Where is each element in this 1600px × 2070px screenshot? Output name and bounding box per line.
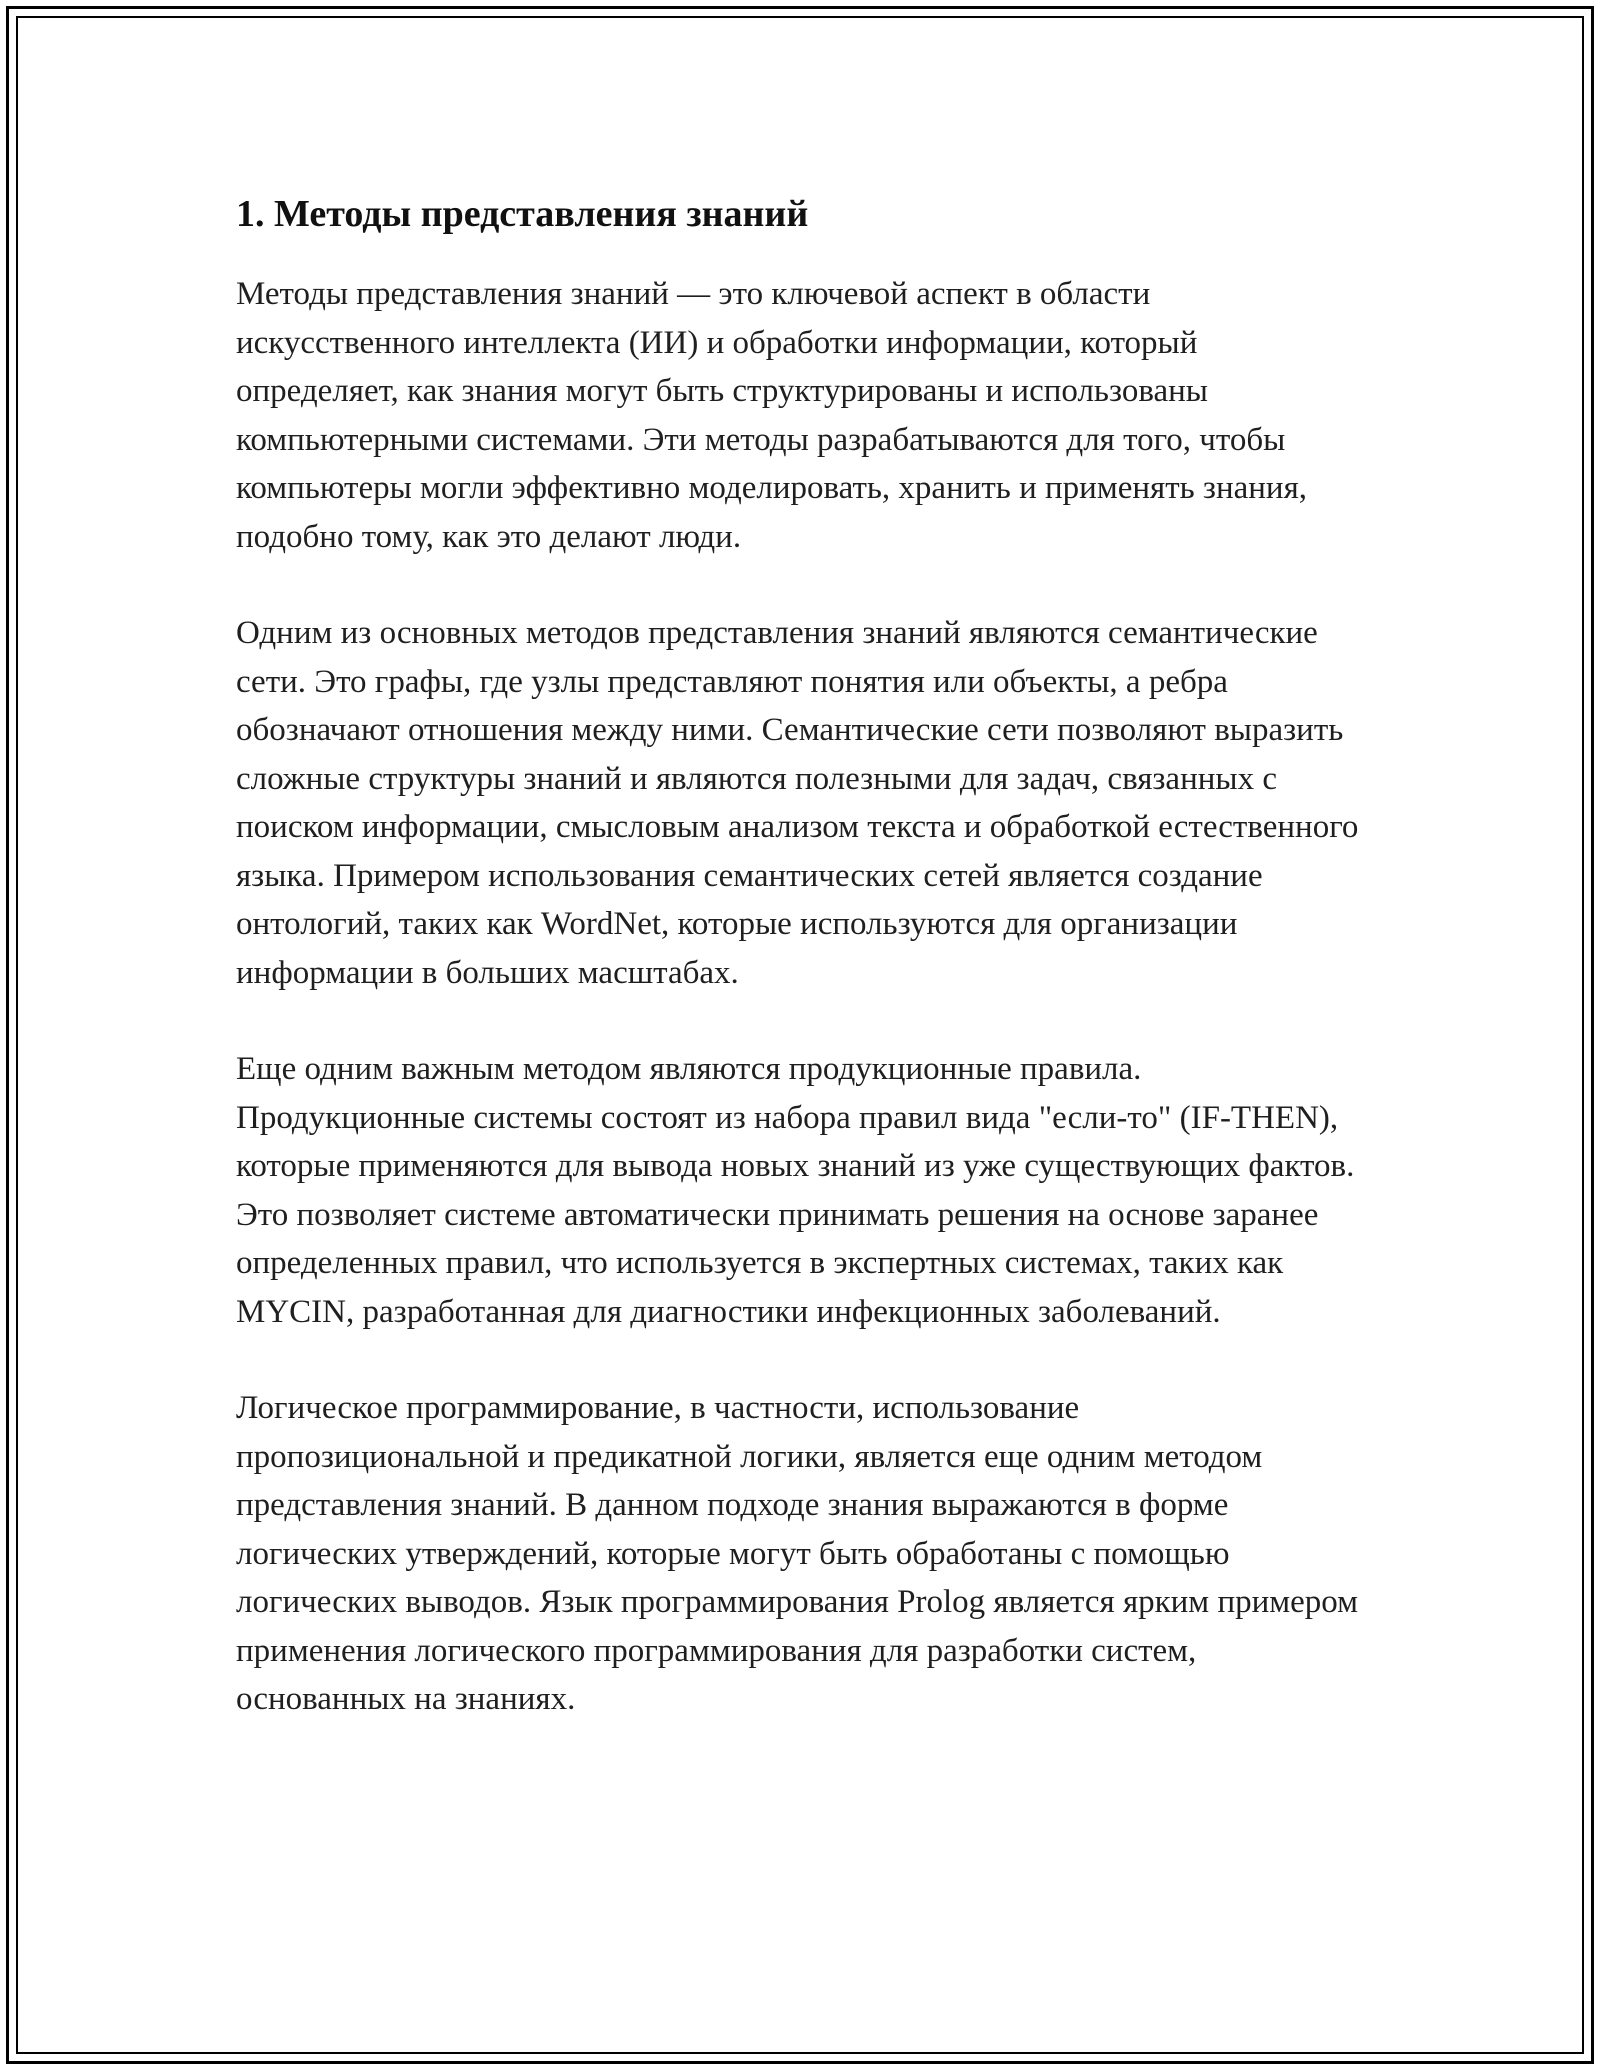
paragraph-intro: Методы представления знаний — это ключевой аспект в области искусственного интеллекта (ИИ) и обработки информации, который определяет, как знания могут быть структурированы и использованы компьютерными системами. Эти методы разрабатываются для того, чтобы компьютеры могли эффективно моделировать, хранить и применять знания, подобно тому, как это делают люди. bbox=[236, 276, 1308, 555]
section-heading: 1. Методы представления знаний bbox=[236, 193, 809, 235]
paragraph-semantic-networks: Одним из основных методов представления знаний являются семантические сети. Это графы, где узлы представляют понятия или объекты, а ребра обозначают отношения между ними. Семантические сети позволяют выразить сложные структуры знаний и являются полезными для задач, связанных с поиском информации, смысловым анализом текста и обработкой естественного языка. Примером использования семантических сетей является создание онтологий, таких как WordNet, которые используются для организации информации в больших масштабах. bbox=[236, 615, 1359, 991]
paragraph-production-rules: Еще одним важным методом являются продукционные правила. Продукционные системы состоят из набора правил вида "если-то" (IF-THEN), которые применяются для вывода новых знаний из уже существующих фактов. Это позволяет системе автоматически принимать решения на основе заранее определенных правил, что используется в экспертных системах, таких как MYCIN, разработанная для диагностики инфекционных заболеваний. bbox=[236, 1051, 1355, 1330]
paragraph-logic-programming: Логическое программирование, в частности, использование пропозициональной и предикатной логики, является еще одним методом представления знаний. В данном подходе знания выражаются в форме логических утверждений, которые могут быть обработаны с помощью логических выводов. Язык программирования Prolog является ярким примером применения логического программирования для разработки систем, основанных на знаниях. bbox=[236, 1390, 1359, 1717]
document-body bbox=[236, 188, 1366, 1772]
